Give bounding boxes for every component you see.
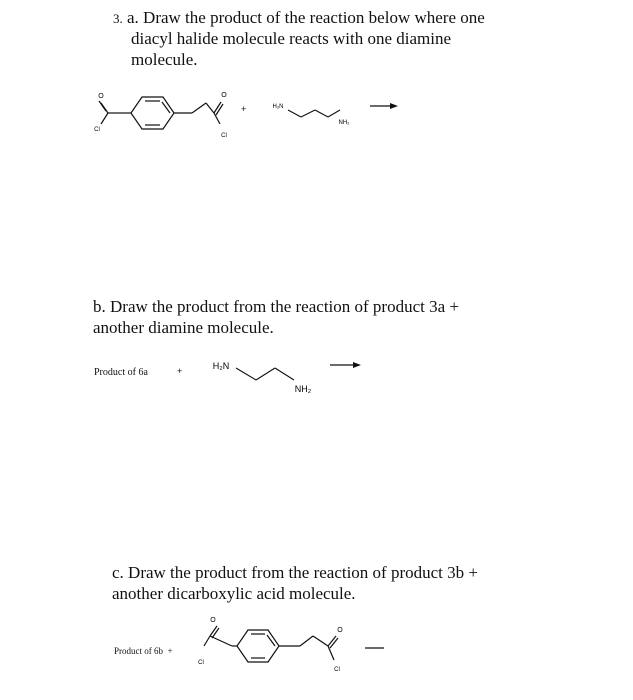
amine-label-a-right: NH₂ xyxy=(338,120,350,126)
reactant-label-b: Product of 6a xyxy=(94,367,148,378)
question-3a-line2: diacyl halide molecule reacts with one diamine xyxy=(131,29,452,48)
oxygen-label-a2: O xyxy=(221,92,227,99)
amine-label-b-left: H₂N xyxy=(212,361,230,371)
chlorine-label-a1: Cl xyxy=(94,127,100,133)
plus-b: + xyxy=(177,366,183,376)
oxygen-label-c2: O xyxy=(337,627,343,634)
question-3b-line1: b. Draw the product from the reaction of product 3a + xyxy=(93,297,459,316)
chlorine-label-c2: Cl xyxy=(334,667,340,673)
oxygen-label-a1: O xyxy=(98,93,104,100)
plus-a: + xyxy=(241,104,247,114)
question-3a-line1: a. Draw the product of the reaction below where one xyxy=(127,8,485,27)
chlorine-label-a2: Cl xyxy=(221,133,227,139)
chlorine-label-c1: Cl xyxy=(198,660,204,666)
question-number: 3. xyxy=(113,11,123,26)
question-3c-line1: c. Draw the product from the reaction of product 3b + xyxy=(112,563,478,582)
oxygen-label-c1: O xyxy=(210,617,216,624)
amine-label-a-left: H₂N xyxy=(272,104,284,110)
amine-label-b-right: NH₂ xyxy=(294,384,312,394)
reactant-label-c: Product of 6b + xyxy=(114,646,173,656)
question-3a-line3: molecule. xyxy=(131,50,198,69)
question-3b-line2: another diamine molecule. xyxy=(93,318,274,337)
question-3c-line2: another dicarboxylic acid molecule. xyxy=(112,584,356,603)
